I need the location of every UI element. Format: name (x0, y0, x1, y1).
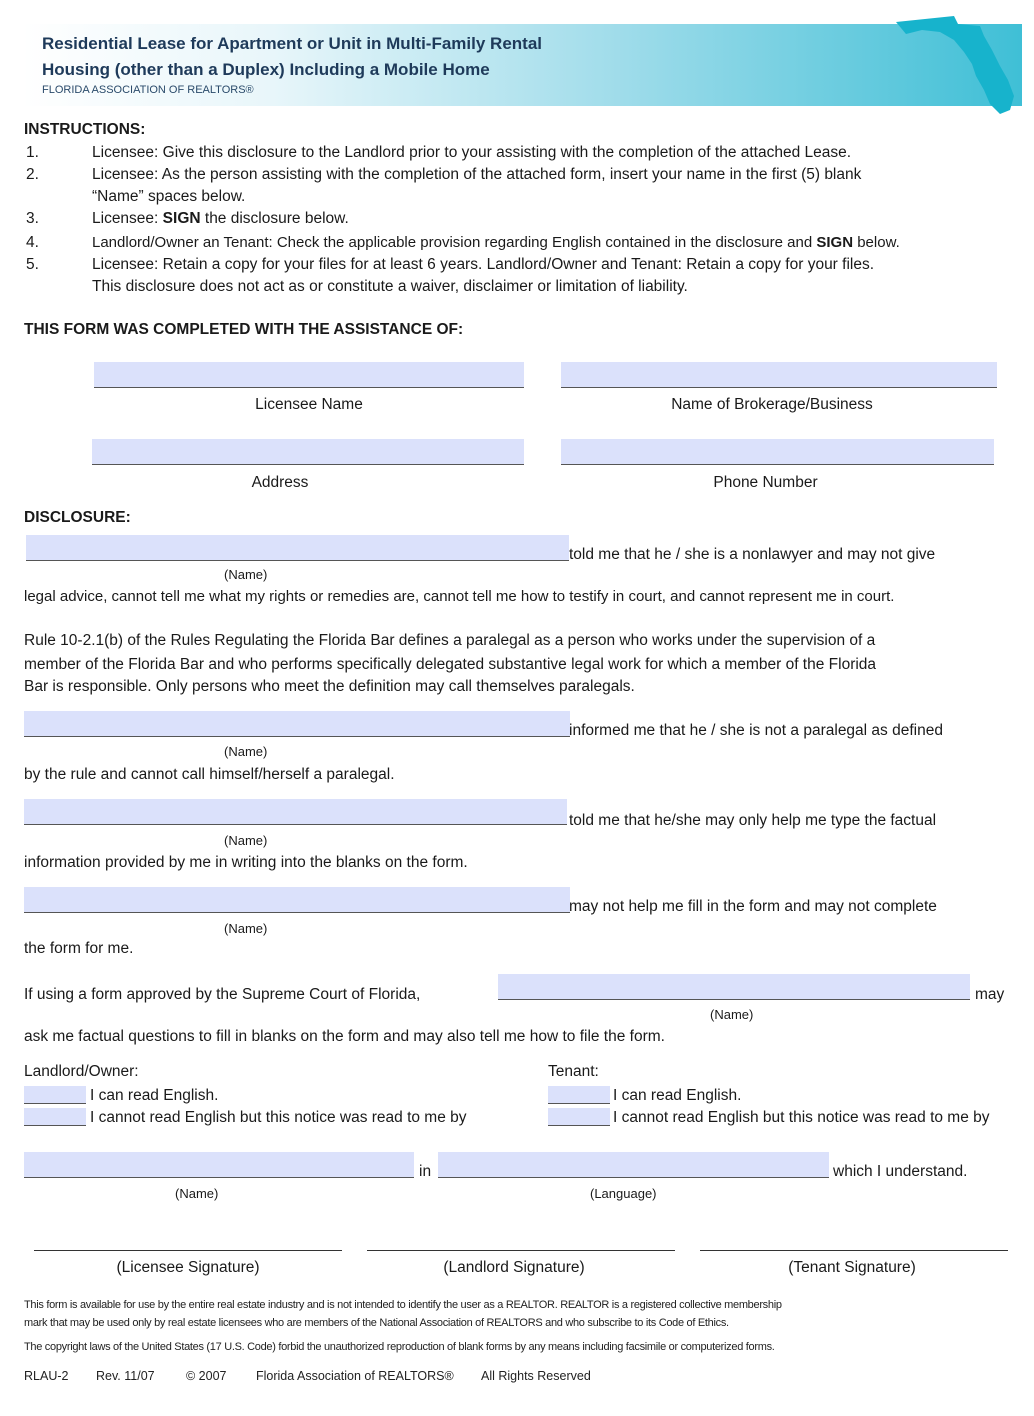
landlord-cannot-read-checkbox[interactable] (24, 1108, 86, 1126)
tenant-cannot-read-checkbox[interactable] (548, 1108, 610, 1126)
language-field[interactable] (438, 1152, 829, 1178)
footer-line3: The copyright laws of the United States (17 U.S. Code) forbid the unauthorized reproduction of blank forms by any means including facsimile or computerized forms. (24, 1341, 775, 1353)
form-rights: All Rights Reserved (481, 1369, 591, 1383)
footer-line1: This form is available for use by the entire real estate industry and is not intended to identify the user as a REALTOR. REALTOR is a registered collective membership (24, 1299, 782, 1311)
form-copyright: © 2007 (186, 1369, 227, 1383)
footer-line2: mark that may be used only by real estate licensees who are members of the National Association of REALTORS and who subscribe to its Code of Ethics. (24, 1317, 729, 1329)
rule-line2: member of the Florida Bar and who performs specifically delegated substantive legal work for which a member of the Florida (24, 656, 877, 673)
name-field-1[interactable] (26, 535, 569, 561)
name-field-4[interactable] (24, 887, 570, 913)
instructions-heading: INSTRUCTIONS: (24, 121, 146, 138)
which-text: which I understand. (833, 1163, 968, 1180)
tenant-can-read-text: I can read English. (613, 1087, 742, 1104)
name-label-4: (Name) (224, 921, 268, 936)
phone-field[interactable] (561, 439, 994, 465)
p5-before: If using a form approved by the Supreme Court of Florida, (24, 986, 421, 1003)
reader-name-label: (Name) (175, 1186, 219, 1201)
in-text: in (419, 1163, 432, 1180)
instruction-num-2: 2. (26, 166, 39, 183)
instruction-num-4: 4. (26, 234, 39, 251)
landlord-can-read-checkbox[interactable] (24, 1086, 86, 1104)
brokerage-label: Name of Brokerage/Business (671, 396, 873, 413)
name-label-5: (Name) (710, 1007, 754, 1022)
instruction-text-2: Licensee: As the person assisting with the completion of the attached form, insert your name in the first (5) blank (92, 166, 862, 183)
form-id: RLAU-2 (24, 1369, 69, 1383)
instruction-text-5: Licensee: Retain a copy for your files for at least 6 years. Landlord/Owner and Tenant: Retain a copy for your files. (92, 256, 875, 273)
name-field-2[interactable] (24, 711, 570, 737)
instruction-text-3: Licensee: SIGN the disclosure below. (92, 210, 349, 227)
instruction-num-5: 5. (26, 256, 39, 273)
landlord-owner-label: Landlord/Owner: (24, 1063, 139, 1080)
rule-line1: Rule 10-2.1(b) of the Rules Regulating the Florida Bar defines a paralegal as a person who works under the supervision of a (24, 632, 876, 649)
p5-line2: ask me factual questions to fill in blanks on the form and may also tell me how to file the form. (24, 1028, 665, 1045)
reader-name-field[interactable] (24, 1152, 414, 1178)
tenant-cannot-read-text: I cannot read English but this notice was read to me by (613, 1109, 990, 1126)
tenant-signature-line[interactable] (700, 1250, 1008, 1251)
landlord-signature-label: (Landlord Signature) (443, 1259, 585, 1276)
address-label: Address (251, 474, 309, 491)
name-field-5[interactable] (498, 974, 970, 1000)
instruction-text-4: Landlord/Owner an Tenant: Check the applicable provision regarding English contained in the disclosure and SIGN below. (92, 234, 900, 251)
p3-after: told me that he/she may only help me type the factual (569, 812, 937, 829)
landlord-can-read-text: I can read English. (90, 1087, 219, 1104)
p2-after: informed me that he / she is not a paralegal as defined (569, 722, 943, 739)
instruction-text-5b: This disclosure does not act as or constitute a waiver, disclaimer or limitation of liability. (92, 278, 688, 295)
licensee-name-field[interactable] (94, 362, 524, 388)
form-title-line1: Residential Lease for Apartment or Unit in Multi-Family Rental (42, 34, 542, 53)
p1-after: told me that he / she is a nonlawyer and may not give (569, 546, 936, 563)
form-title-line2: Housing (other than a Duplex) Including a Mobile Home (42, 60, 490, 79)
instruction-text-2b: “Name” spaces below. (92, 188, 246, 205)
p4-after: may not help me fill in the form and may not complete (569, 898, 937, 915)
licensee-name-label: Licensee Name (255, 396, 363, 413)
name-field-3[interactable] (24, 799, 567, 825)
p5-after: may (975, 986, 1005, 1003)
name-label-2: (Name) (224, 744, 268, 759)
tenant-can-read-checkbox[interactable] (548, 1086, 610, 1104)
name-label-1: (Name) (224, 567, 268, 582)
landlord-signature-line[interactable] (367, 1250, 675, 1251)
assistance-heading: THIS FORM WAS COMPLETED WITH THE ASSISTANCE OF: (24, 321, 464, 338)
instruction-text-1: Licensee: Give this disclosure to the Landlord prior to your assisting with the completion of the attached Lease. (92, 144, 852, 161)
florida-map-icon (892, 6, 1028, 118)
instruction-num-3: 3. (26, 210, 39, 227)
address-field[interactable] (92, 439, 524, 465)
name-label-3: (Name) (224, 833, 268, 848)
language-label: (Language) (590, 1186, 657, 1201)
form-rev: Rev. 11/07 (96, 1369, 155, 1383)
tenant-signature-label: (Tenant Signature) (788, 1259, 916, 1276)
p4-line2: the form for me. (24, 940, 134, 957)
landlord-cannot-read-text: I cannot read English but this notice was read to me by (90, 1109, 467, 1126)
p1-line2: legal advice, cannot tell me what my rights or remedies are, cannot tell me how to testify in court, and cannot represent me in court. (24, 588, 895, 605)
licensee-signature-line[interactable] (34, 1250, 342, 1251)
phone-label: Phone Number (713, 474, 818, 491)
form-assoc: Florida Association of REALTORS® (256, 1369, 454, 1383)
brokerage-field[interactable] (561, 362, 997, 388)
licensee-signature-label: (Licensee Signature) (116, 1259, 260, 1276)
p3-line2: information provided by me in writing into the blanks on the form. (24, 854, 468, 871)
p2-line2: by the rule and cannot call himself/herself a paralegal. (24, 766, 395, 783)
org-name: FLORIDA ASSOCIATION OF REALTORS® (42, 84, 254, 96)
tenant-label: Tenant: (548, 1063, 599, 1080)
rule-line3: Bar is responsible. Only persons who meet the definition may call themselves paralegals. (24, 678, 635, 695)
instruction-num-1: 1. (26, 144, 39, 161)
disclosure-heading: DISCLOSURE: (24, 509, 131, 526)
